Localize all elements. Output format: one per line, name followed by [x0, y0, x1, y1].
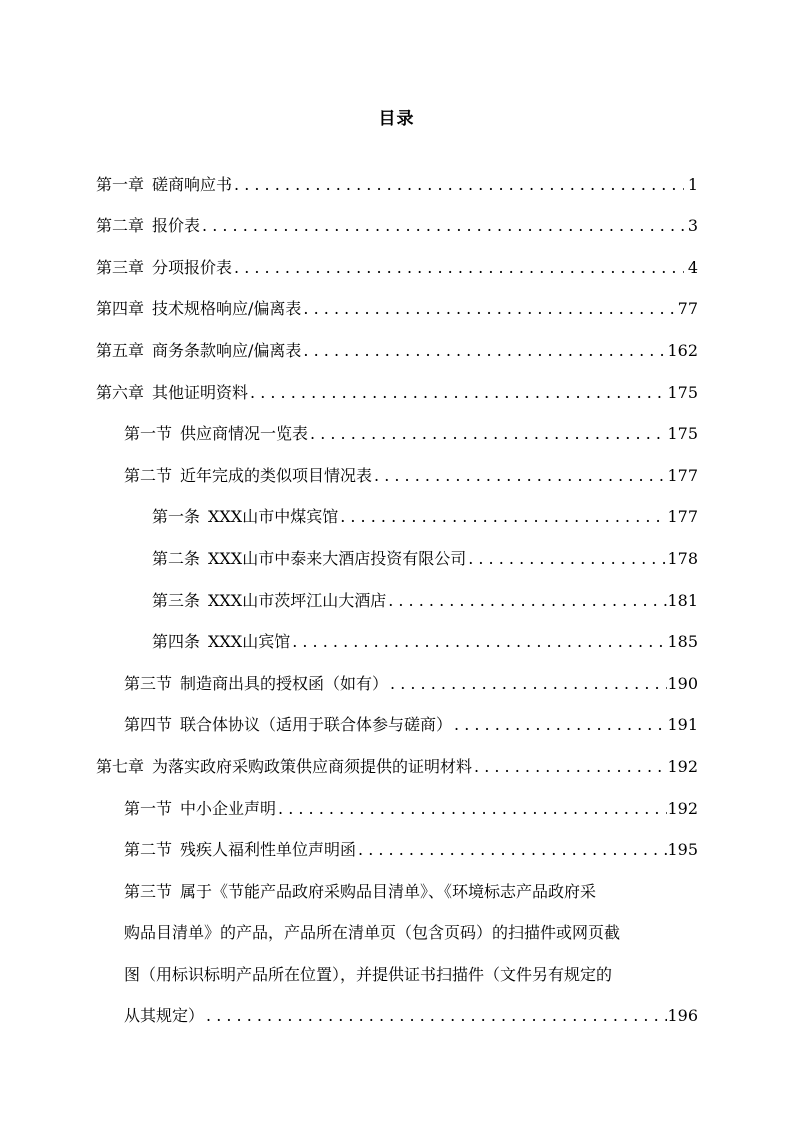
- toc-text: XXX山市茨坪江山大酒店: [208, 590, 387, 610]
- toc-number: 第三节: [124, 881, 173, 901]
- toc-leader: [452, 715, 667, 735]
- toc-entry-ch7[interactable]: [96, 735, 698, 777]
- toc-page: 178: [667, 548, 698, 568]
- toc-text: XXX山市中煤宾馆: [208, 507, 339, 527]
- toc-leader: [301, 341, 667, 361]
- toc-text: 近年完成的类似项目情况表: [180, 465, 373, 485]
- toc-page: 192: [667, 798, 698, 818]
- toc-number: 第二章: [96, 216, 145, 236]
- toc-text: XXX山市中泰来大酒店投资有限公司: [208, 548, 467, 568]
- toc-text: 联合体协议（适用于联合体参与磋商）: [180, 715, 453, 735]
- toc-text-line: 购品目清单》的产品，产品所在清单页（包含页码）的扫描件或网页截: [124, 923, 621, 943]
- toc-page: 77: [677, 299, 698, 319]
- toc-leader: [276, 799, 667, 819]
- toc-text: XXX山宾馆: [208, 632, 291, 652]
- page-title: 目录: [378, 109, 415, 129]
- toc-number: 第四章: [96, 299, 145, 319]
- toc-text: 报价表: [152, 216, 201, 236]
- toc-entry-ch1[interactable]: [96, 153, 698, 195]
- toc-entry-ch6-s2-a1[interactable]: [96, 486, 698, 528]
- toc-page: 181: [667, 590, 698, 610]
- toc-text-line: 属于《节能产品政府采购品目清单》、《环境标志产品政府采: [180, 881, 597, 901]
- toc-entry-ch6-s2[interactable]: [96, 444, 698, 486]
- toc-leader: [232, 258, 684, 278]
- toc-page: 177: [667, 507, 698, 527]
- toc-text: 中小企业声明: [180, 798, 277, 818]
- toc-entry-ch2[interactable]: [96, 195, 698, 237]
- toc-number: 第三章: [96, 257, 145, 277]
- toc-entry-ch6[interactable]: [96, 361, 698, 403]
- toc-number: 第二节: [124, 840, 173, 860]
- toc-leader: [466, 549, 667, 569]
- toc-entry-ch3[interactable]: [96, 236, 698, 278]
- toc-number: 第五章: [96, 340, 145, 360]
- toc-page: 175: [667, 424, 698, 444]
- toc-text: 制造商出具的授权函（如有）: [180, 673, 389, 693]
- toc-leader: [301, 299, 677, 319]
- toc-entry-ch6-s3[interactable]: [96, 652, 698, 694]
- toc-text: 磋商响应书: [152, 174, 233, 194]
- toc-page: 192: [667, 756, 698, 776]
- table-of-contents: [96, 153, 698, 1026]
- toc-page: 4: [687, 257, 698, 277]
- toc-page: 175: [667, 382, 698, 402]
- toc-entry-ch6-s2-a4[interactable]: [96, 611, 698, 653]
- toc-number: 第四节: [124, 715, 173, 735]
- toc-text: 技术规格响应/偏离表: [152, 299, 302, 319]
- toc-entry-ch7-s2[interactable]: [96, 819, 698, 861]
- toc-page: 185: [667, 632, 698, 652]
- toc-leader: [356, 840, 667, 860]
- toc-leader: [248, 383, 667, 403]
- toc-leader: [372, 466, 667, 486]
- toc-text: 其他证明资料: [152, 382, 249, 402]
- toc-number: 第三节: [124, 673, 173, 693]
- toc-number: 第一节: [124, 424, 173, 444]
- toc-leader: [204, 1006, 667, 1026]
- toc-number: 第三条: [152, 590, 201, 610]
- toc-number: 第一章: [96, 174, 145, 194]
- toc-entry-ch6-s4[interactable]: [96, 694, 698, 736]
- toc-text: 为落实政府采购政策供应商须提供的证明材料: [152, 756, 473, 776]
- toc-text: 商务条款响应/偏离表: [152, 340, 302, 360]
- toc-entry-ch7-s1[interactable]: [96, 777, 698, 819]
- toc-text-line: 从其规定）: [124, 1006, 205, 1026]
- toc-page: 196: [667, 1006, 698, 1026]
- toc-page: 195: [667, 840, 698, 860]
- toc-page: 177: [667, 465, 698, 485]
- toc-entry-ch4[interactable]: [96, 278, 698, 320]
- toc-leader: [308, 424, 667, 444]
- toc-leader: [290, 632, 667, 652]
- toc-number: 第二条: [152, 548, 201, 568]
- toc-leader: [200, 216, 684, 236]
- toc-number: 第四条: [152, 632, 201, 652]
- toc-text: 分项报价表: [152, 257, 233, 277]
- toc-text: 残疾人福利性单位声明函: [180, 840, 357, 860]
- toc-page: 190: [667, 673, 698, 693]
- toc-leader: [386, 591, 667, 611]
- toc-number: 第七章: [96, 756, 145, 776]
- toc-number: 第二节: [124, 465, 173, 485]
- toc-entry-ch6-s1[interactable]: [96, 403, 698, 445]
- toc-number: 第一条: [152, 507, 201, 527]
- toc-entry-ch6-s2-a3[interactable]: [96, 569, 698, 611]
- toc-entry-ch5[interactable]: [96, 319, 698, 361]
- toc-page: 162: [667, 340, 698, 360]
- toc-entry-ch6-s2-a2[interactable]: [96, 527, 698, 569]
- toc-text: 供应商情况一览表: [180, 424, 309, 444]
- toc-page: 1: [687, 174, 698, 194]
- toc-leader: [388, 674, 667, 694]
- toc-leader: [472, 757, 667, 777]
- toc-leader: [338, 507, 667, 527]
- toc-number: 第六章: [96, 382, 145, 402]
- toc-number: 第一节: [124, 798, 173, 818]
- toc-text-line: 图（用标识标明产品所在位置），并提供证书扫描件（文件另有规定的: [124, 964, 613, 984]
- toc-page: 191: [667, 715, 698, 735]
- toc-leader: [232, 175, 684, 195]
- toc-entry-ch7-s3[interactable]: [96, 860, 698, 1026]
- toc-page: 3: [687, 216, 698, 236]
